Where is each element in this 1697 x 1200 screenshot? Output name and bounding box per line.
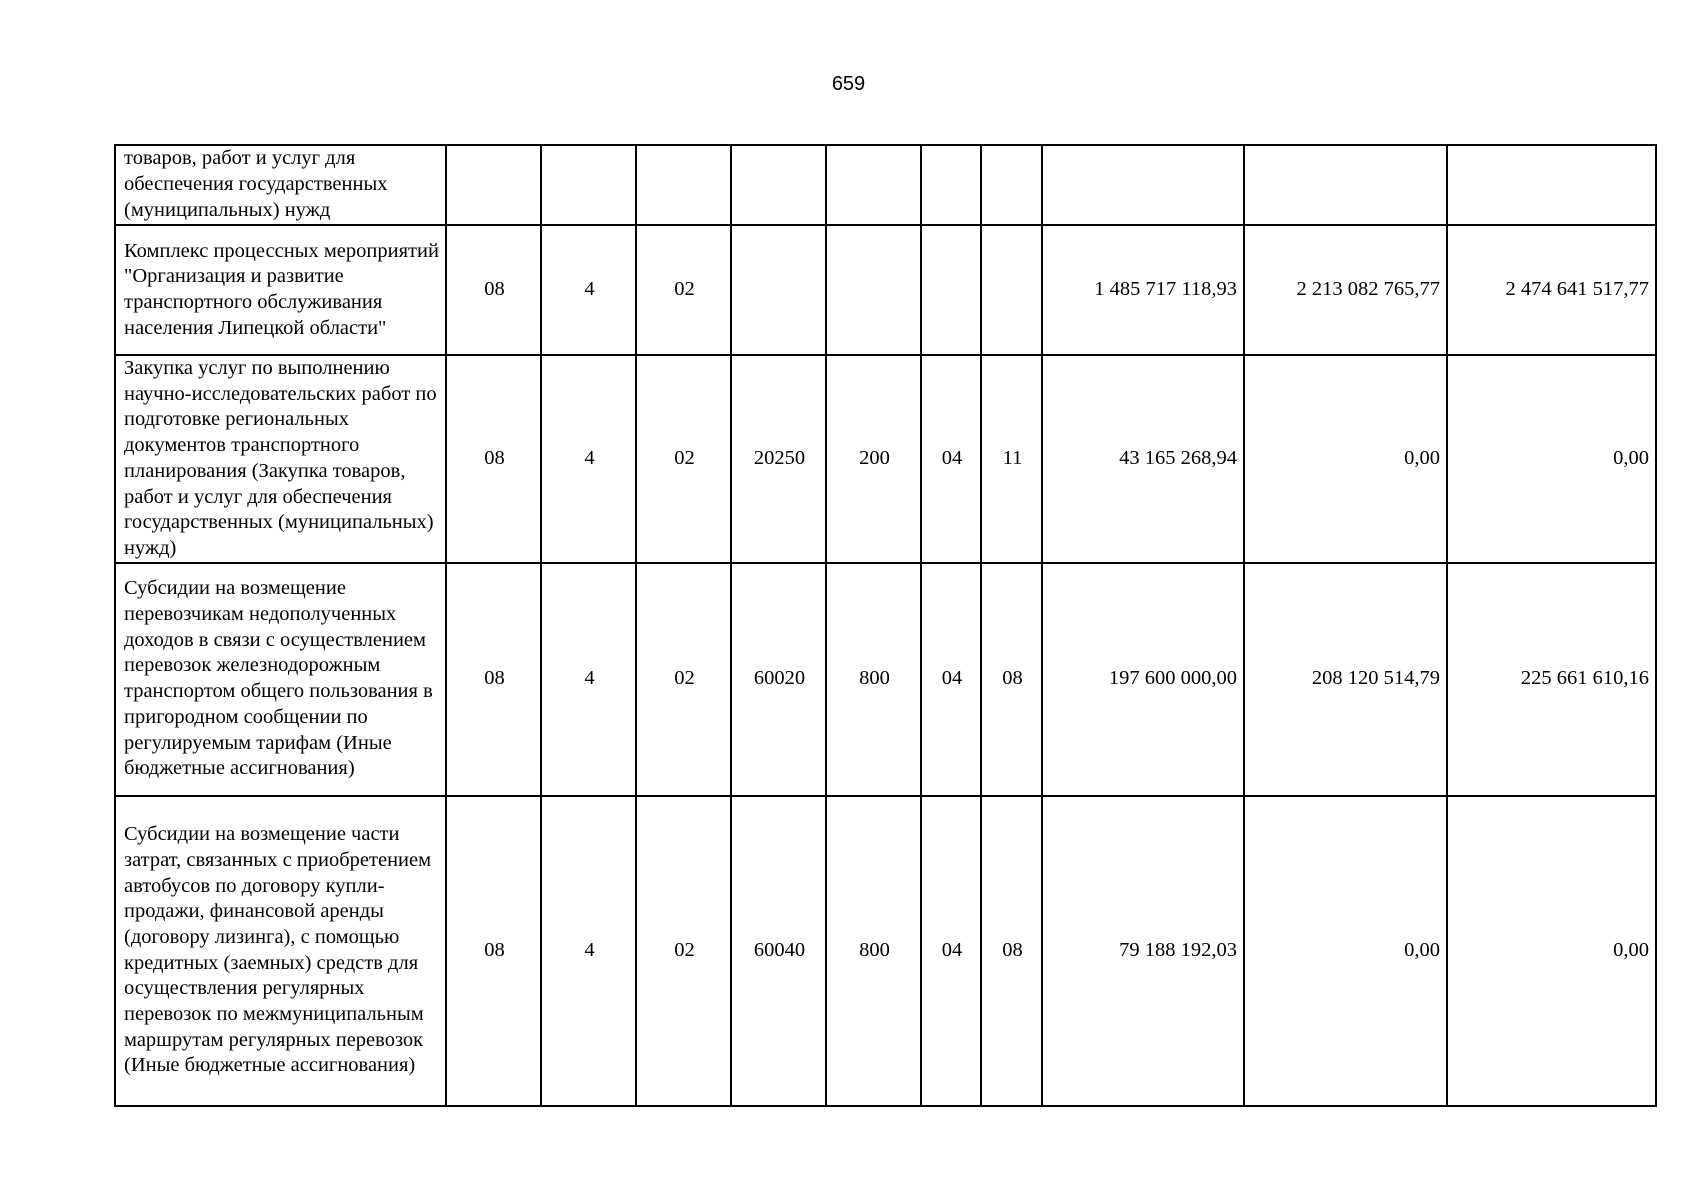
section-code: 08 <box>446 796 541 1106</box>
table-row <box>115 145 1656 225</box>
expense-type-code <box>826 225 921 355</box>
budget-table <box>114 144 1657 1107</box>
row-name: товаров, работ и услуг для обеспечения государственных (муниципальных) нужд <box>115 145 446 225</box>
table-row <box>115 563 1656 796</box>
complex-code: 02 <box>636 563 731 796</box>
complex-code: 02 <box>636 225 731 355</box>
direction-code: 20250 <box>731 355 826 563</box>
table-row <box>115 355 1656 563</box>
amount-year-1: 197 600 000,00 <box>1042 563 1244 796</box>
direction-code <box>731 225 826 355</box>
subsection-code: 08 <box>981 796 1042 1106</box>
program-type-code: 4 <box>541 225 636 355</box>
table-row <box>115 225 1656 355</box>
row-name: Субсидии на возмещение части затрат, связанных с приобретением автобусов по договору купли-продажи, финансовой аренды (договору лизинга), с помощью кредитных (заемных) средств для осуществления регулярных перевозок по межмуниципальным маршрутам регулярных перевозок (Иные бюджетные ассигнования) <box>115 796 446 1106</box>
program-type-code: 4 <box>541 796 636 1106</box>
amount-year-2 <box>1244 145 1447 225</box>
amount-year-1: 1 485 717 118,93 <box>1042 225 1244 355</box>
direction-code <box>731 145 826 225</box>
subsection-code <box>981 225 1042 355</box>
amount-year-1 <box>1042 145 1244 225</box>
amount-year-3: 225 661 610,16 <box>1447 563 1656 796</box>
row-name: Закупка услуг по выполнению научно-исследовательских работ по подготовке региональных документов транспортного планирования (Закупка товаров, работ и услуг для обеспечения государственных (муниципальных) нужд) <box>115 355 446 563</box>
amount-year-2: 208 120 514,79 <box>1244 563 1447 796</box>
amount-year-3: 0,00 <box>1447 355 1656 563</box>
amount-year-1: 79 188 192,03 <box>1042 796 1244 1106</box>
complex-code <box>636 145 731 225</box>
amount-year-3: 0,00 <box>1447 796 1656 1106</box>
amount-year-2: 0,00 <box>1244 355 1447 563</box>
expense-type-code: 200 <box>826 355 921 563</box>
chapter-code: 04 <box>921 563 981 796</box>
page-number: 659 <box>831 73 866 95</box>
subsection-code: 08 <box>981 563 1042 796</box>
section-code <box>446 145 541 225</box>
subsection-code <box>981 145 1042 225</box>
section-code: 08 <box>446 225 541 355</box>
table-row <box>115 796 1656 1106</box>
complex-code: 02 <box>636 355 731 563</box>
row-name: Комплекс процессных мероприятий "Организация и развитие транспортного обслуживания населения Липецкой области" <box>115 225 446 355</box>
program-type-code: 4 <box>541 563 636 796</box>
amount-year-2: 2 213 082 765,77 <box>1244 225 1447 355</box>
expense-type-code: 800 <box>826 796 921 1106</box>
subsection-code: 11 <box>981 355 1042 563</box>
program-type-code <box>541 145 636 225</box>
section-code: 08 <box>446 563 541 796</box>
amount-year-2: 0,00 <box>1244 796 1447 1106</box>
chapter-code: 04 <box>921 355 981 563</box>
row-name: Субсидии на возмещение перевозчикам недополученных доходов в связи с осуществлением перевозок железнодорожным транспортом общего пользования в пригородном сообщении по регулируемым тарифам (Иные бюджетные ассигнования) <box>115 563 446 796</box>
expense-type-code: 800 <box>826 563 921 796</box>
amount-year-3: 2 474 641 517,77 <box>1447 225 1656 355</box>
section-code: 08 <box>446 355 541 563</box>
complex-code: 02 <box>636 796 731 1106</box>
chapter-code <box>921 145 981 225</box>
direction-code: 60020 <box>731 563 826 796</box>
program-type-code: 4 <box>541 355 636 563</box>
amount-year-3 <box>1447 145 1656 225</box>
direction-code: 60040 <box>731 796 826 1106</box>
chapter-code <box>921 225 981 355</box>
amount-year-1: 43 165 268,94 <box>1042 355 1244 563</box>
expense-type-code <box>826 145 921 225</box>
chapter-code: 04 <box>921 796 981 1106</box>
